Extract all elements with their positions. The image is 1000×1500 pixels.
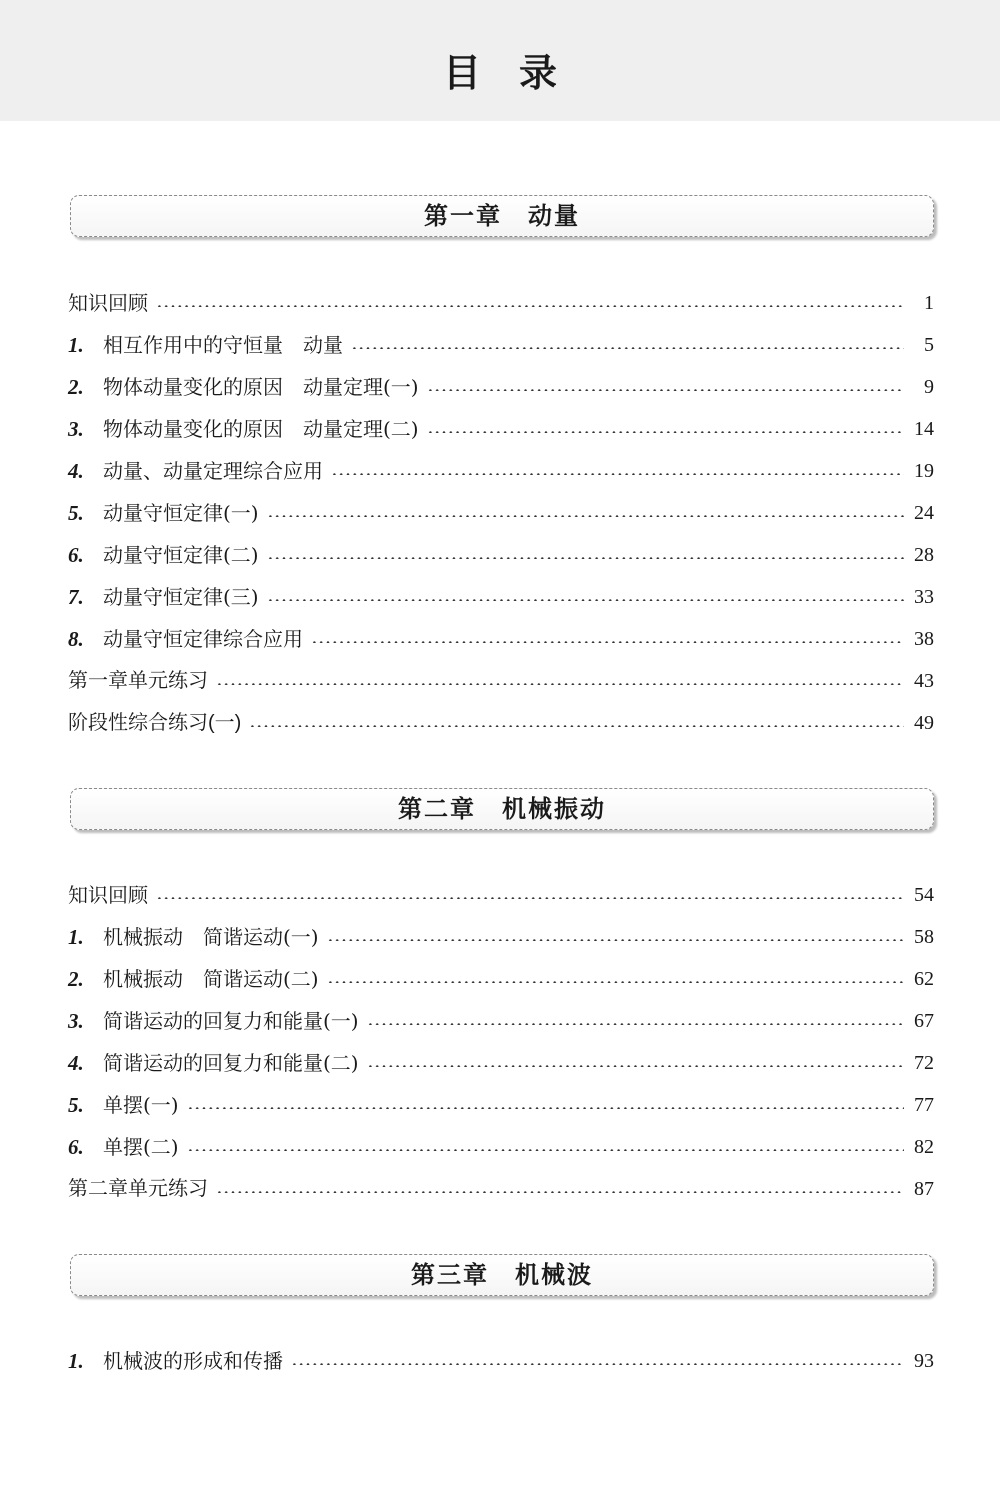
toc-entry[interactable] (68, 498, 934, 528)
toc-entry-number: 4. (68, 1051, 84, 1075)
leader-dots (249, 725, 904, 727)
leader-dots (427, 431, 904, 433)
toc-entry-number: 6. (68, 543, 84, 567)
toc-entry-text: 阶段性综合练习(一) (68, 712, 242, 734)
toc-page-number: 1 (924, 292, 934, 314)
toc-page-number: 67 (914, 1010, 934, 1032)
toc-entry-text: 单摆(一) (103, 1093, 179, 1117)
toc-page-number: 19 (914, 460, 934, 482)
toc-entry[interactable] (68, 1090, 934, 1120)
toc-entry-text: 简谐运动的回复力和能量(二) (103, 1051, 359, 1075)
toc-entry-text: 动量守恒定律(三) (103, 585, 259, 609)
leader-dots (216, 683, 904, 685)
toc-page-number: 33 (914, 586, 934, 608)
leader-dots (187, 1149, 904, 1151)
toc-entry[interactable] (68, 372, 934, 402)
toc-page-number: 54 (914, 884, 934, 906)
toc-entry-text: 动量、动量定理综合应用 (103, 459, 323, 483)
leader-dots (331, 473, 904, 475)
leader-dots (156, 897, 904, 899)
toc-entry-text: 第一章单元练习 (68, 670, 208, 692)
chapter-3-heading (70, 1254, 934, 1296)
toc-page-number: 24 (914, 502, 934, 524)
toc-entry-text: 物体动量变化的原因 动量定理(二) (103, 417, 419, 441)
toc-entry-text: 动量守恒定律(二) (103, 543, 259, 567)
toc-page-number: 38 (914, 628, 934, 650)
toc-entry-number: 5. (68, 1093, 84, 1117)
leader-dots (267, 515, 904, 517)
toc-entry[interactable] (68, 414, 934, 444)
toc-entry[interactable] (68, 1132, 934, 1162)
leader-dots (427, 389, 904, 391)
chapter-title: 第三章 机械波 (411, 1260, 593, 1289)
leader-dots (291, 1363, 904, 1365)
leader-dots (187, 1107, 904, 1109)
toc-entry[interactable] (68, 288, 934, 318)
toc-entry[interactable] (68, 456, 934, 486)
toc-page-number: 9 (924, 376, 934, 398)
toc-entry-number: 1. (68, 1349, 84, 1373)
toc-entry[interactable] (68, 582, 934, 612)
toc-entry-number: 2. (68, 375, 84, 399)
toc-entry-number: 1. (68, 333, 84, 357)
toc-entry-text: 简谐运动的回复力和能量(一) (103, 1009, 359, 1033)
leader-dots (156, 305, 904, 307)
toc-entry-text: 单摆(二) (103, 1135, 179, 1159)
chapter-title: 第二章 机械振动 (398, 794, 606, 823)
toc-entry[interactable] (68, 1346, 934, 1376)
leader-dots (267, 557, 904, 559)
toc-page-number: 28 (914, 544, 934, 566)
leader-dots (327, 939, 904, 941)
page-title: 目录 (442, 51, 595, 95)
toc-entry[interactable] (68, 1174, 934, 1204)
toc-entry-text: 机械振动 简谐运动(二) (103, 967, 319, 991)
toc-entry-text: 动量守恒定律综合应用 (103, 627, 303, 651)
toc-entry[interactable] (68, 540, 934, 570)
toc-entry-text: 机械波的形成和传播 (103, 1349, 283, 1373)
toc-entry-text: 知识回顾 (68, 883, 148, 907)
toc-page-number: 82 (914, 1136, 934, 1158)
toc-entry[interactable] (68, 624, 934, 654)
toc-entry-text: 知识回顾 (68, 291, 148, 315)
toc-page-number: 14 (914, 418, 934, 440)
toc-page-number: 43 (914, 670, 934, 692)
leader-dots (367, 1065, 904, 1067)
toc-page-number: 49 (914, 712, 934, 734)
chapter-1-heading (70, 195, 934, 237)
toc-entry[interactable] (68, 666, 934, 696)
toc-entry-text: 机械振动 简谐运动(一) (103, 925, 319, 949)
leader-dots (351, 347, 904, 349)
toc-page-number: 87 (914, 1178, 934, 1200)
toc-entry[interactable] (68, 880, 934, 910)
toc-entry-text: 动量守恒定律(一) (103, 501, 259, 525)
toc-page-number: 5 (924, 334, 934, 356)
toc-entry-number: 7. (68, 585, 84, 609)
leader-dots (311, 641, 904, 643)
leader-dots (367, 1023, 904, 1025)
toc-entry-number: 3. (68, 417, 84, 441)
leader-dots (267, 599, 904, 601)
toc-entry-number: 3. (68, 1009, 84, 1033)
toc-entry[interactable] (68, 1048, 934, 1078)
toc-entry[interactable] (68, 964, 934, 994)
page-header (0, 0, 1000, 121)
leader-dots (327, 981, 904, 983)
toc-entry[interactable] (68, 708, 934, 738)
toc-entry-number: 4. (68, 459, 84, 483)
toc-entry[interactable] (68, 330, 934, 360)
toc-entry-number: 8. (68, 627, 84, 651)
toc-entry[interactable] (68, 922, 934, 952)
toc-entry-text: 物体动量变化的原因 动量定理(一) (103, 375, 419, 399)
toc-entry-number: 5. (68, 501, 84, 525)
toc-page-number: 72 (914, 1052, 934, 1074)
leader-dots (216, 1191, 904, 1193)
chapter-title: 第一章 动量 (424, 201, 580, 230)
toc-entry-number: 2. (68, 967, 84, 991)
toc-entry-text: 相互作用中的守恒量 动量 (103, 333, 343, 357)
toc-entry-number: 1. (68, 925, 84, 949)
toc-page-number: 62 (914, 968, 934, 990)
chapter-2-heading (70, 788, 934, 830)
toc-page-number: 58 (914, 926, 934, 948)
toc-page-number: 93 (914, 1350, 934, 1372)
toc-entry-text: 第二章单元练习 (68, 1178, 208, 1200)
toc-entry[interactable] (68, 1006, 934, 1036)
toc-entry-number: 6. (68, 1135, 84, 1159)
toc-page-number: 77 (914, 1094, 934, 1116)
